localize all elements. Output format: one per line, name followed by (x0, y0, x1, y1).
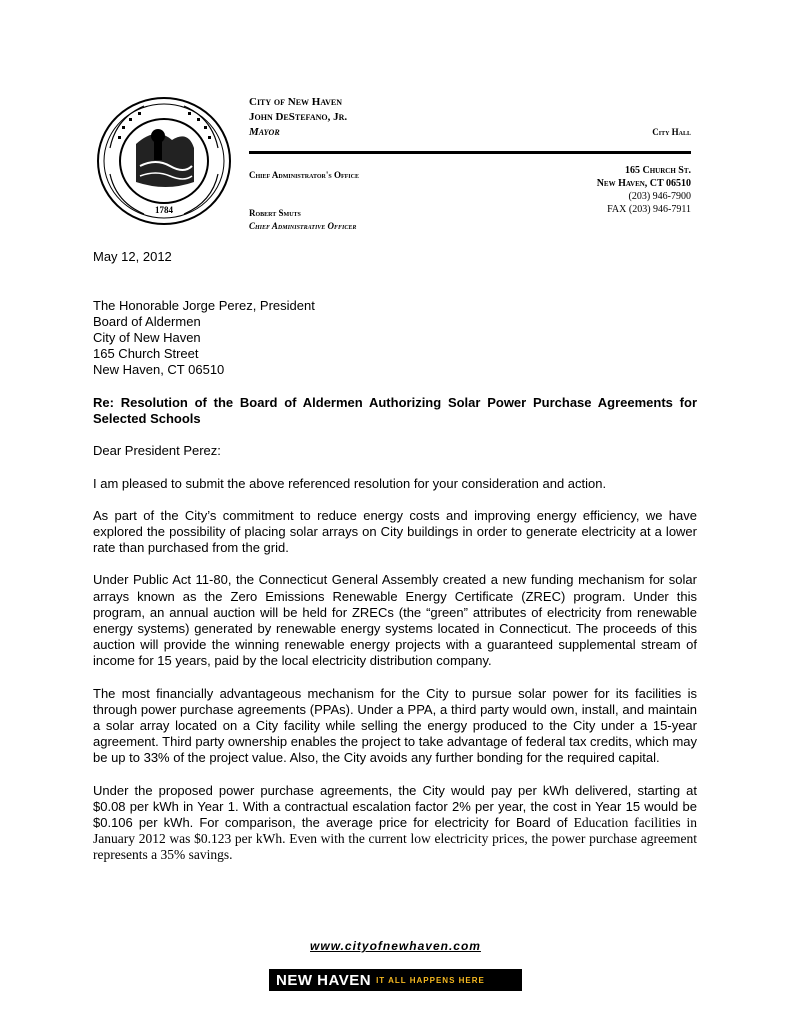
letter-date: May 12, 2012 (93, 249, 172, 264)
mayor-name: John DeStefano, Jr. (249, 111, 348, 123)
letterhead-left (249, 95, 347, 140)
recipient-line: The Honorable Jorge Perez, President (93, 298, 315, 313)
letterhead-divider (249, 151, 691, 154)
recipient-line: Board of Aldermen (93, 314, 201, 329)
address-city: New Haven, CT 06510 (596, 178, 691, 189)
banner-tagline: IT ALL HAPPENS HERE (376, 975, 485, 985)
banner-title: NEW HAVEN (276, 971, 372, 989)
paragraph: The most financially advantageous mechanism for the City to pursue solar power for its facilities is through power purchase agreements (PPAs). Under a PPA, a third party would own, install, and maintain a solar array located on a City facility while selling the energy produced to the City under a 15-year agreement. Third party ownership enables the project to take advantage of federal tax credits, which may be up to 33% of the project value. Also, the City avoids any further bonding for the required capital. (93, 685, 697, 766)
officer-name: Robert Smuts (249, 208, 301, 218)
new-haven-banner (269, 969, 522, 991)
paragraph-part: Education facilities in January 2012 was $0.123 per kWh. Even with the current low electricity prices, the power purchase agreement represents a 35% savings. (93, 815, 697, 863)
website-link[interactable]: www.cityofnewhaven.com (310, 939, 481, 953)
recipient-address (93, 298, 315, 378)
address-street: 165 Church St. (624, 165, 691, 176)
mayor-title: Mayor (249, 126, 280, 138)
letter-body (93, 395, 697, 880)
recipient-line: New Haven, CT 06510 (93, 362, 225, 377)
seal-year: 1784 (155, 205, 173, 215)
letterhead-address (597, 164, 691, 216)
recipient-line: City of New Haven (93, 330, 201, 345)
officer-title: Chief Administrative Officer (249, 221, 357, 231)
recipient-line: 165 Church Street (93, 346, 199, 361)
phone-number: (203) 946-7900 (628, 191, 691, 202)
salutation: Dear President Perez: (93, 443, 221, 459)
paragraph: As part of the City’s commitment to reduce energy costs and improving energy efficiency, we have explored the possibility of placing solar arrays on City buildings in order to generate electricity at a lower rate than purchased from the grid. (93, 507, 697, 556)
paragraph-part: Under the proposed power purchase agreements, the City would pay per kWh delivered, starting at $0.08 per kWh in Year 1. With a contractual escalation factor 2% per year, the cost in Year 15 would be $0.106 per kWh. For comparison, the average price for electricity for Board of (93, 782, 697, 831)
office-name: Chief Administrator's Office (249, 170, 359, 180)
paragraph (93, 783, 697, 864)
paragraph: I am pleased to submit the above referenced resolution for your consideration and action. (93, 475, 607, 491)
fax-number: FAX (203) 946-7911 (607, 204, 691, 215)
subject-line: Re: Resolution of the Board of Aldermen Authorizing Solar Power Purchase Agreements for Selected Schools (93, 395, 697, 427)
city-name: City of New Haven (249, 96, 343, 108)
city-seal (96, 96, 232, 226)
paragraph: Under Public Act 11-80, the Connecticut General Assembly created a new funding mechanism for solar arrays known as the Zero Emissions Renewable Energy Certificate (ZREC) program. Under this program, an annual auction will be held for ZRECs (the “green” attributes of electricity from renewable energy systems) generated by renewable energy systems located in Connecticut. The proceeds of this auction will provide the winning renewable energy projects with a guaranteed supplemental stream of income for 15 years, paid by the local electricity distribution company. (93, 572, 697, 669)
officer-block (249, 207, 356, 233)
city-hall-label: City Hall (652, 127, 691, 137)
